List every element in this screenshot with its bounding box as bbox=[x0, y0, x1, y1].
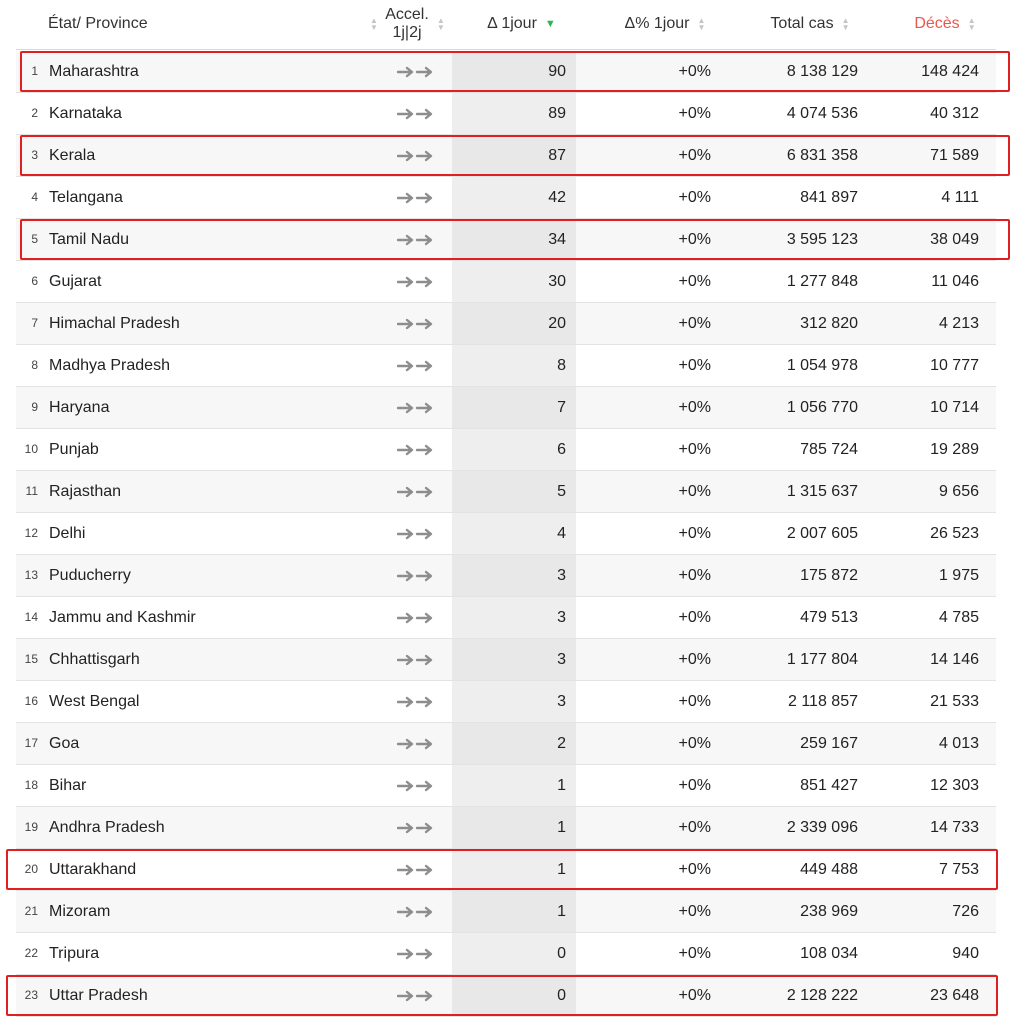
row-rank: 11 bbox=[25, 484, 38, 498]
table-row[interactable] bbox=[16, 135, 996, 177]
accel-arrows bbox=[396, 471, 436, 512]
row-state-name[interactable]: Puducherry bbox=[49, 567, 131, 584]
accel-arrows bbox=[396, 261, 436, 302]
double-arrow-right-icon bbox=[397, 822, 435, 834]
row-delta-1day: 42 bbox=[452, 177, 576, 218]
row-deaths: 10 777 bbox=[930, 357, 979, 374]
column-header-state-label: État/ Province bbox=[48, 15, 148, 32]
row-deaths: 38 049 bbox=[930, 231, 979, 248]
table-row[interactable] bbox=[16, 345, 996, 387]
accel-arrows bbox=[396, 555, 436, 596]
table-row[interactable] bbox=[16, 471, 996, 513]
row-total-cases: 4 074 536 bbox=[786, 105, 858, 122]
row-delta-1day: 4 bbox=[452, 513, 576, 554]
table-row[interactable] bbox=[16, 933, 996, 975]
column-header-deaths-label: Décès bbox=[914, 15, 960, 32]
row-delta-1day: 87 bbox=[452, 135, 576, 176]
accel-arrows bbox=[396, 93, 436, 134]
row-total-cases: 108 034 bbox=[800, 945, 858, 962]
row-delta-1day: 8 bbox=[452, 345, 576, 386]
row-total-cases: 8 138 129 bbox=[786, 63, 858, 80]
row-delta-pct: +0% bbox=[678, 567, 711, 584]
row-rank: 10 bbox=[24, 442, 38, 456]
row-total-cases: 2 128 222 bbox=[786, 987, 858, 1004]
accel-arrows bbox=[396, 597, 436, 638]
row-deaths: 7 753 bbox=[938, 861, 979, 878]
row-rank: 4 bbox=[31, 190, 38, 204]
row-total-cases: 479 513 bbox=[800, 609, 858, 626]
accel-arrows bbox=[396, 639, 436, 680]
row-delta-pct: +0% bbox=[678, 609, 711, 626]
accel-arrows bbox=[396, 51, 436, 92]
sort-arrows-icon[interactable]: ▲ ▼ bbox=[697, 16, 706, 32]
row-delta-1day: 89 bbox=[452, 93, 576, 134]
double-arrow-right-icon bbox=[397, 192, 435, 204]
accel-arrows bbox=[396, 765, 436, 806]
row-deaths: 71 589 bbox=[930, 147, 979, 164]
row-delta-1day: 0 bbox=[452, 975, 576, 1016]
row-delta-1day: 1 bbox=[452, 807, 576, 848]
double-arrow-right-icon bbox=[397, 906, 435, 918]
double-arrow-right-icon bbox=[397, 360, 435, 372]
row-deaths: 14 146 bbox=[930, 651, 979, 668]
row-rank: 9 bbox=[31, 400, 38, 414]
row-total-cases: 312 820 bbox=[800, 315, 858, 332]
double-arrow-right-icon bbox=[397, 528, 435, 540]
row-delta-pct: +0% bbox=[678, 651, 711, 668]
row-deaths: 4 013 bbox=[938, 735, 979, 752]
row-delta-pct: +0% bbox=[678, 63, 711, 80]
row-state-name[interactable]: Uttarakhand bbox=[49, 861, 137, 878]
table-row[interactable] bbox=[16, 765, 996, 807]
row-rank: 21 bbox=[24, 904, 38, 918]
row-delta-pct: +0% bbox=[678, 357, 711, 374]
row-delta-pct: +0% bbox=[678, 987, 711, 1004]
row-delta-1day: 3 bbox=[452, 555, 576, 596]
table-row[interactable] bbox=[16, 723, 996, 765]
accel-arrows bbox=[396, 303, 436, 344]
row-delta-1day: 7 bbox=[452, 387, 576, 428]
row-deaths: 23 648 bbox=[930, 987, 979, 1004]
row-state-name[interactable]: Jammu and Kashmir bbox=[49, 609, 196, 626]
row-delta-pct: +0% bbox=[678, 693, 711, 710]
row-total-cases: 841 897 bbox=[800, 189, 858, 206]
row-rank: 16 bbox=[24, 694, 38, 708]
row-delta-1day: 6 bbox=[452, 429, 576, 470]
row-delta-1day: 0 bbox=[452, 933, 576, 974]
row-delta-pct: +0% bbox=[678, 735, 711, 752]
row-delta-1day: 3 bbox=[452, 639, 576, 680]
row-state-name[interactable]: Maharashtra bbox=[49, 63, 139, 80]
row-rank: 18 bbox=[24, 778, 38, 792]
accel-arrows bbox=[396, 387, 436, 428]
table-body bbox=[16, 51, 996, 1017]
row-delta-pct: +0% bbox=[678, 147, 711, 164]
accel-arrows bbox=[396, 849, 436, 890]
column-header-accel[interactable] bbox=[370, 0, 460, 48]
row-total-cases: 238 969 bbox=[800, 903, 858, 920]
row-rank: 23 bbox=[24, 988, 38, 1002]
row-state-name[interactable]: Andhra Pradesh bbox=[49, 819, 165, 836]
row-state-name[interactable]: Rajasthan bbox=[49, 483, 122, 500]
column-header-accel-label: Accel. bbox=[385, 6, 429, 23]
row-deaths: 21 533 bbox=[930, 693, 979, 710]
column-header-delta-1day[interactable] bbox=[460, 0, 580, 48]
row-delta-pct: +0% bbox=[678, 483, 711, 500]
row-deaths: 9 656 bbox=[938, 483, 979, 500]
sort-arrows-icon[interactable]: ▲ ▼ bbox=[370, 16, 378, 32]
table-row[interactable] bbox=[16, 177, 996, 219]
row-deaths: 12 303 bbox=[930, 777, 979, 794]
row-rank: 1 bbox=[31, 64, 38, 78]
accel-arrows bbox=[396, 807, 436, 848]
row-state-name[interactable]: Madhya Pradesh bbox=[49, 357, 170, 374]
row-deaths: 4 785 bbox=[938, 609, 979, 626]
sort-arrows-icon[interactable]: ▲ ▼ bbox=[967, 16, 976, 32]
row-deaths: 10 714 bbox=[930, 399, 979, 416]
row-total-cases: 6 831 358 bbox=[786, 147, 858, 164]
table-row[interactable] bbox=[16, 807, 996, 849]
table-row[interactable] bbox=[16, 681, 996, 723]
row-state-name[interactable]: Telangana bbox=[49, 189, 123, 206]
row-delta-pct: +0% bbox=[678, 903, 711, 920]
row-rank: 8 bbox=[31, 358, 38, 372]
row-rank: 5 bbox=[31, 232, 38, 246]
double-arrow-right-icon bbox=[397, 948, 435, 960]
row-delta-pct: +0% bbox=[678, 315, 711, 332]
row-state-name[interactable]: Goa bbox=[49, 735, 80, 752]
row-delta-pct: +0% bbox=[678, 525, 711, 542]
row-total-cases: 2 007 605 bbox=[786, 525, 858, 542]
double-arrow-right-icon bbox=[397, 402, 435, 414]
row-deaths: 11 046 bbox=[931, 273, 979, 290]
row-total-cases: 1 177 804 bbox=[786, 651, 858, 668]
row-rank: 7 bbox=[31, 316, 38, 330]
double-arrow-right-icon bbox=[397, 234, 435, 246]
accel-arrows bbox=[396, 891, 436, 932]
table-row[interactable] bbox=[16, 513, 996, 555]
row-deaths: 40 312 bbox=[930, 105, 979, 122]
double-arrow-right-icon bbox=[397, 654, 435, 666]
row-deaths: 19 289 bbox=[930, 441, 979, 458]
row-state-name[interactable]: Mizoram bbox=[49, 903, 111, 920]
double-arrow-right-icon bbox=[397, 570, 435, 582]
row-state-name[interactable]: Bihar bbox=[49, 777, 87, 794]
double-arrow-right-icon bbox=[397, 150, 435, 162]
row-state-name[interactable]: Gujarat bbox=[49, 273, 102, 290]
row-delta-pct: +0% bbox=[678, 945, 711, 962]
row-total-cases: 449 488 bbox=[800, 861, 858, 878]
header-divider bbox=[16, 49, 996, 50]
row-rank: 14 bbox=[24, 610, 38, 624]
row-delta-pct: +0% bbox=[678, 441, 711, 458]
table-row[interactable] bbox=[16, 597, 996, 639]
table-row[interactable] bbox=[16, 975, 996, 1017]
row-total-cases: 1 277 848 bbox=[786, 273, 858, 290]
row-delta-pct: +0% bbox=[678, 273, 711, 290]
row-delta-1day: 1 bbox=[452, 849, 576, 890]
table-row[interactable] bbox=[16, 51, 996, 93]
row-delta-1day: 90 bbox=[452, 51, 576, 92]
row-rank: 2 bbox=[31, 106, 38, 120]
row-total-cases: 2 339 096 bbox=[786, 819, 858, 836]
sort-arrows-icon[interactable]: ▲ ▼ bbox=[841, 16, 850, 32]
row-deaths: 940 bbox=[952, 945, 979, 962]
row-state-name[interactable]: Delhi bbox=[49, 525, 86, 542]
row-state-name[interactable]: Tripura bbox=[49, 945, 100, 962]
column-header-delta-pct-label: Δ% 1jour bbox=[624, 15, 690, 32]
column-header-total-label: Total cas bbox=[770, 15, 834, 32]
table-row[interactable] bbox=[16, 261, 996, 303]
column-header-delta-1day-label: Δ 1jour bbox=[487, 15, 537, 32]
sort-arrows-icon[interactable]: ▼ bbox=[544, 17, 556, 30]
row-delta-pct: +0% bbox=[678, 399, 711, 416]
row-delta-1day: 20 bbox=[452, 303, 576, 344]
row-state-name[interactable]: Haryana bbox=[49, 399, 110, 416]
column-header-total[interactable] bbox=[740, 0, 880, 48]
row-delta-1day: 5 bbox=[452, 471, 576, 512]
column-header-delta-pct[interactable] bbox=[600, 0, 730, 48]
row-total-cases: 175 872 bbox=[800, 567, 858, 584]
table-header bbox=[0, 0, 1024, 48]
row-rank: 6 bbox=[31, 274, 38, 288]
accel-arrows bbox=[396, 345, 436, 386]
row-delta-pct: +0% bbox=[678, 105, 711, 122]
row-total-cases: 851 427 bbox=[800, 777, 858, 794]
row-total-cases: 259 167 bbox=[800, 735, 858, 752]
row-state-name[interactable]: Tamil Nadu bbox=[49, 231, 130, 248]
accel-arrows bbox=[396, 975, 436, 1016]
row-deaths: 4 111 bbox=[941, 189, 979, 206]
double-arrow-right-icon bbox=[397, 738, 435, 750]
row-delta-pct: +0% bbox=[678, 189, 711, 206]
table-row[interactable] bbox=[16, 849, 996, 891]
row-state-name[interactable]: Karnataka bbox=[49, 105, 122, 122]
row-delta-1day: 3 bbox=[452, 597, 576, 638]
column-header-accel-sublabel: 1j|2j bbox=[392, 24, 422, 41]
row-total-cases: 3 595 123 bbox=[786, 231, 858, 248]
row-state-name[interactable]: Chhattisgarh bbox=[49, 651, 140, 668]
accel-arrows bbox=[396, 513, 436, 554]
row-delta-1day: 2 bbox=[452, 723, 576, 764]
row-rank: 3 bbox=[31, 148, 38, 162]
double-arrow-right-icon bbox=[397, 864, 435, 876]
row-total-cases: 2 118 857 bbox=[788, 693, 858, 710]
double-arrow-right-icon bbox=[397, 66, 435, 78]
row-total-cases: 1 056 770 bbox=[786, 399, 858, 416]
row-deaths: 4 213 bbox=[938, 315, 979, 332]
row-rank: 13 bbox=[24, 568, 38, 582]
row-state-name[interactable]: Punjab bbox=[49, 441, 99, 458]
row-rank: 19 bbox=[24, 820, 38, 834]
row-rank: 17 bbox=[24, 736, 38, 750]
column-header-deaths[interactable] bbox=[890, 0, 1000, 48]
table-row[interactable] bbox=[16, 303, 996, 345]
row-deaths: 1 975 bbox=[938, 567, 979, 584]
double-arrow-right-icon bbox=[397, 276, 435, 288]
accel-arrows bbox=[396, 219, 436, 260]
table-row[interactable] bbox=[16, 219, 996, 261]
row-rank: 12 bbox=[24, 526, 38, 540]
row-delta-pct: +0% bbox=[678, 231, 711, 248]
row-deaths: 148 424 bbox=[921, 63, 979, 80]
row-state-name[interactable]: West Bengal bbox=[49, 693, 140, 710]
row-delta-1day: 3 bbox=[452, 681, 576, 722]
row-rank: 22 bbox=[24, 946, 38, 960]
accel-arrows bbox=[396, 933, 436, 974]
table-row[interactable] bbox=[16, 555, 996, 597]
row-total-cases: 1 054 978 bbox=[786, 357, 858, 374]
table-row[interactable] bbox=[16, 891, 996, 933]
row-delta-pct: +0% bbox=[678, 819, 711, 836]
row-deaths: 726 bbox=[952, 903, 979, 920]
double-arrow-right-icon bbox=[397, 318, 435, 330]
row-total-cases: 785 724 bbox=[800, 441, 858, 458]
accel-arrows bbox=[396, 681, 436, 722]
sort-arrows-icon[interactable]: ▲ ▼ bbox=[436, 16, 445, 32]
row-delta-pct: +0% bbox=[678, 861, 711, 878]
row-state-name[interactable]: Himachal Pradesh bbox=[49, 315, 180, 332]
table-row[interactable] bbox=[16, 387, 996, 429]
double-arrow-right-icon bbox=[397, 612, 435, 624]
column-header-state[interactable] bbox=[48, 0, 378, 48]
double-arrow-right-icon bbox=[397, 990, 435, 1002]
double-arrow-right-icon bbox=[397, 780, 435, 792]
row-deaths: 26 523 bbox=[930, 525, 979, 542]
row-deaths: 14 733 bbox=[930, 819, 979, 836]
double-arrow-right-icon bbox=[397, 486, 435, 498]
row-state-name[interactable]: Kerala bbox=[49, 147, 96, 164]
table-row[interactable] bbox=[16, 429, 996, 471]
row-delta-1day: 1 bbox=[452, 891, 576, 932]
row-rank: 20 bbox=[24, 862, 38, 876]
row-state-name[interactable]: Uttar Pradesh bbox=[49, 987, 148, 1004]
double-arrow-right-icon bbox=[397, 444, 435, 456]
row-delta-pct: +0% bbox=[678, 777, 711, 794]
accel-arrows bbox=[396, 135, 436, 176]
table-row[interactable] bbox=[16, 93, 996, 135]
double-arrow-right-icon bbox=[397, 696, 435, 708]
row-delta-1day: 1 bbox=[452, 765, 576, 806]
row-rank: 15 bbox=[24, 652, 38, 666]
row-delta-1day: 34 bbox=[452, 219, 576, 260]
accel-arrows bbox=[396, 723, 436, 764]
accel-arrows bbox=[396, 429, 436, 470]
table-row[interactable] bbox=[16, 639, 996, 681]
accel-arrows bbox=[396, 177, 436, 218]
row-delta-1day: 30 bbox=[452, 261, 576, 302]
double-arrow-right-icon bbox=[397, 108, 435, 120]
row-total-cases: 1 315 637 bbox=[786, 483, 858, 500]
